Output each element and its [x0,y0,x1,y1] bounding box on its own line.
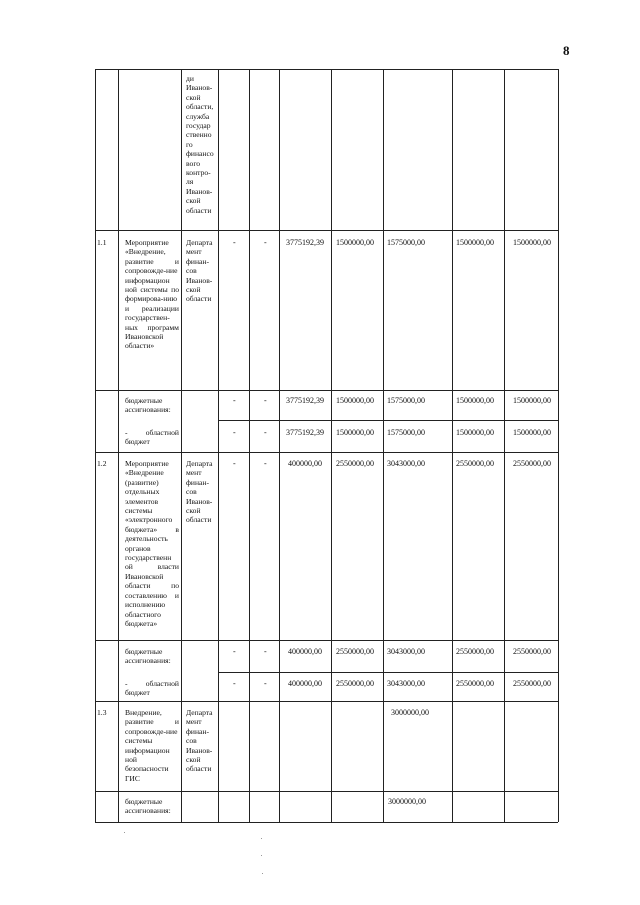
cell-v2: 2550000,00 [336,679,374,688]
row-org: Департа мент финан- сов Иванов- ской области [186,238,213,304]
cell-v4: 1500000,00 [456,238,494,247]
cell-v5: 1500000,00 [513,428,551,437]
cell-v4: 1500000,00 [456,428,494,437]
cell-v2: 1500000,00 [336,396,374,405]
row-name: Внедрение, развитие и сопровожде-ние системы информацион ной безопасности ГИС [125,708,179,783]
cell-v1: 3775192,39 [286,428,324,437]
cell-c2: - [264,679,267,688]
scan-speck [261,838,262,839]
cell-c1: - [233,238,236,247]
regional-label: - областной бюджет [125,428,179,447]
cell-v3: 3043000,00 [387,647,425,656]
cell-v3: 1575000,00 [387,238,425,247]
cell-v3: 1575000,00 [387,396,425,405]
cell-c1: - [233,647,236,656]
row-org: Департа мент финан- сов Иванов- ской области [186,459,213,525]
budget-label: бюджетные ассигнования: [125,797,171,816]
cell-v1: 400000,00 [288,679,322,688]
cell-v2: 1500000,00 [336,428,374,437]
cell-v3: 3043000,00 [387,679,425,688]
cell-v5: 1500000,00 [513,396,551,405]
cell-v5: 1500000,00 [513,238,551,247]
cell-v1: 400000,00 [288,647,322,656]
cell-v3: 3000000,00 [388,797,426,806]
cell-v5: 2550000,00 [513,647,551,656]
cell-c2: - [264,396,267,405]
cell-c2: - [264,647,267,656]
cell-v1: 400000,00 [288,459,322,468]
budget-label: бюджетные ассигнования: [125,647,171,666]
cell-c2: - [264,459,267,468]
row-number: 1.3 [97,708,107,717]
budget-label: бюджетные ассигнования: [125,396,171,415]
scan-speck [261,855,262,856]
row-number: 1.1 [97,238,107,247]
scan-speck [262,873,263,874]
page-number: 8 [563,43,570,58]
cell-v1: 3775192,39 [286,238,324,247]
cell-v3: 1575000,00 [387,428,425,437]
scan-speck [124,832,125,833]
row-name: Мероприятие «Внедрение (развитие) отдельных элементов системы «электронного бюджета» в деятельность органов государственн ой власти Ивановской области по составлению и исполнению областного бюджета» [125,459,179,628]
cell-v3: 3043000,00 [387,459,425,468]
regional-label: - областной бюджет [125,679,179,698]
cell-v2: 1500000,00 [336,238,374,247]
cell-v4: 2550000,00 [456,679,494,688]
cell-c2: - [264,428,267,437]
cell-v2: 2550000,00 [336,647,374,656]
cell-v4: 2550000,00 [456,459,494,468]
cell-v3: 3000000,00 [391,708,429,717]
cell-c1: - [233,679,236,688]
org-cell-top: ди Иванов- ской области, служба государ ственно го финансо вого контро- ля Иванов- ской области [186,74,214,215]
cell-v1: 3775192,39 [286,396,324,405]
cell-v4: 2550000,00 [456,647,494,656]
cell-v5: 2550000,00 [513,459,551,468]
cell-c2: - [264,238,267,247]
cell-c1: - [233,459,236,468]
row-name: Мероприятие «Внедрение, развитие и сопровожде-ние информацион ной системы по формирова-нию и реализации государствен-ных программ Ивановской области» [125,238,179,351]
cell-v5: 2550000,00 [513,679,551,688]
cell-v4: 1500000,00 [456,396,494,405]
row-org: Департа мент финан- сов Иванов- ской области [186,708,213,774]
cell-c1: - [233,428,236,437]
row-number: 1.2 [97,459,107,468]
cell-c1: - [233,396,236,405]
cell-v2: 2550000,00 [336,459,374,468]
